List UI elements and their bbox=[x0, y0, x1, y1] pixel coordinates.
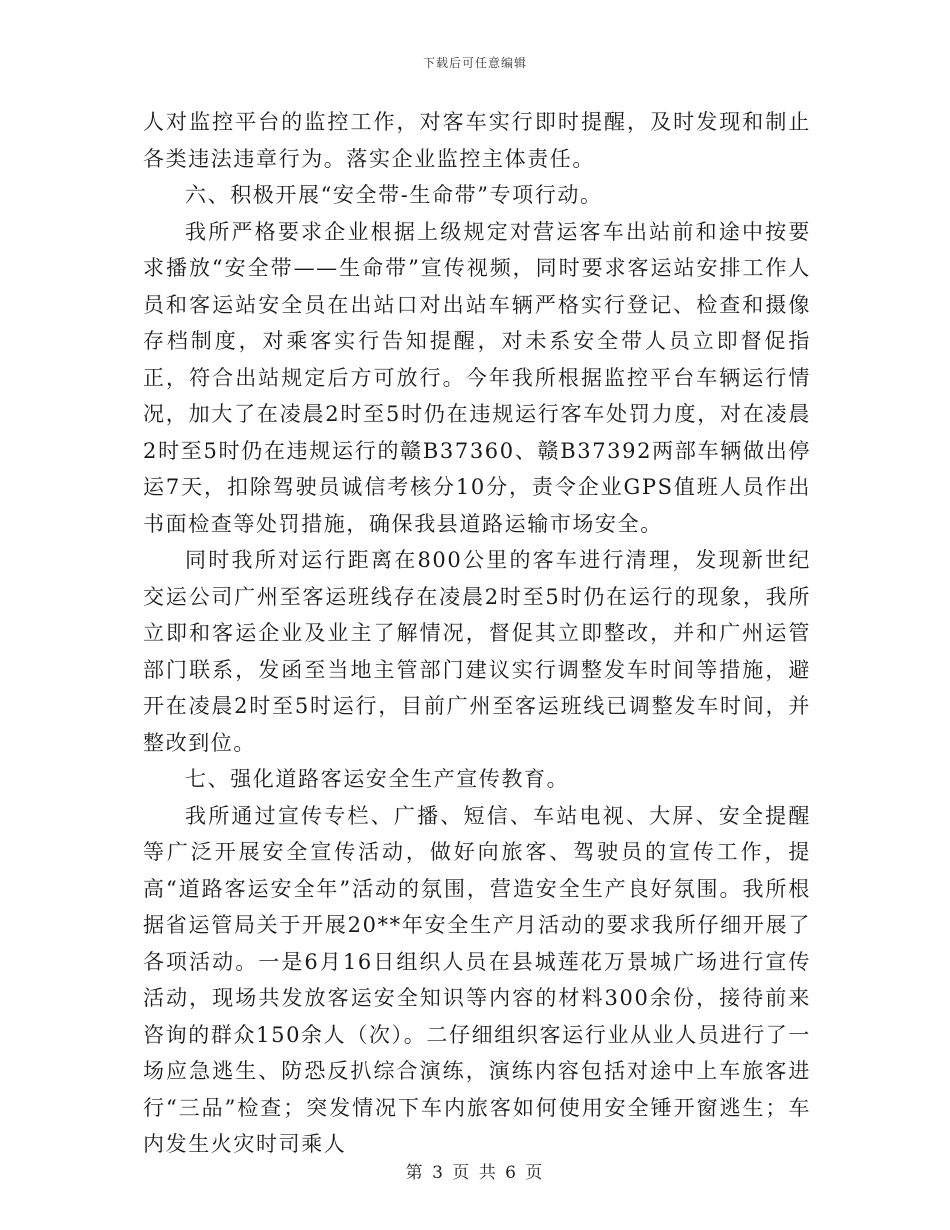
page-number: 第 3 页 共 6 页 bbox=[405, 1163, 545, 1183]
page-header-note: 下载后可任意编辑 bbox=[422, 56, 527, 70]
section-heading-6: 六、积极开展“安全带-生命带”专项行动。 bbox=[185, 183, 603, 207]
document-body bbox=[143, 104, 811, 1163]
paragraph-1: 人对监控平台的监控工作，对客车实行即时提醒，及时发现和制止各类违法违章行为。落实企业监控主体责任。 bbox=[143, 110, 811, 171]
paragraph-6: 我所通过宣传专栏、广播、短信、车站电视、大屏、安全提醒等广泛开展安全宣传活动，做好向旅客、驾驶员的宣传工作，提高“道路客运安全年”活动的氛围，营造安全生产良好氛围。我所根据省运管局关于开展20**年安全生产月活动的要求我所仔细开展了各项活动。一是6月16日组织人员在县城莲花万景城广场进行宣传活动，现场共发放客运安全知识等内容的材料300余份，接待前来咨询的群众150余人（次）。二仔细组织客运行业从业人员进行了一场应急逃生、防恐反扒综合演练，演练内容包括对途中上车旅客进行“三品”检查；突发情况下车内旅客如何使用安全锤开窗逃生；车内发生火灾时司乘人 bbox=[143, 803, 811, 1156]
section-heading-7: 七、强化道路客运安全生产宣传教育。 bbox=[185, 767, 570, 791]
paragraph-3: 我所严格要求企业根据上级规定对营运客车出站前和途中按要求播放“安全带——生命带”宣传视频，同时要求客运站安排工作人员和客运站安全员在出站口对出站车辆严格实行登记、检查和摄像存档制度，对乘客实行告知提醒，对未系安全带人员立即督促指正，符合出站规定后方可放行。今年我所根据监控平台车辆运行情况，加大了在凌晨2时至5时仍在违规运行客车处罚力度，对在凌晨2时至5时仍在违规运行的赣B37360、赣B37392两部车辆做出停运7天，扣除驾驶员诚信考核分10分，责令企业GPS值班人员作出书面检查等处罚措施，确保我县道路运输市场安全。 bbox=[143, 219, 811, 536]
paragraph-4: 同时我所对运行距离在800公里的客车进行清理，发现新世纪交运公司广州至客运班线存在凌晨2时至5时仍在运行的现象，我所立即和客运企业及业主了解情况，督促其立即整改，并和广州运管部门联系，发函至当地主管部门建议实行调整发车时间等措施，避开在凌晨2时至5时运行，目前广州至客运班线已调整发车时间，并整改到位。 bbox=[143, 548, 811, 755]
